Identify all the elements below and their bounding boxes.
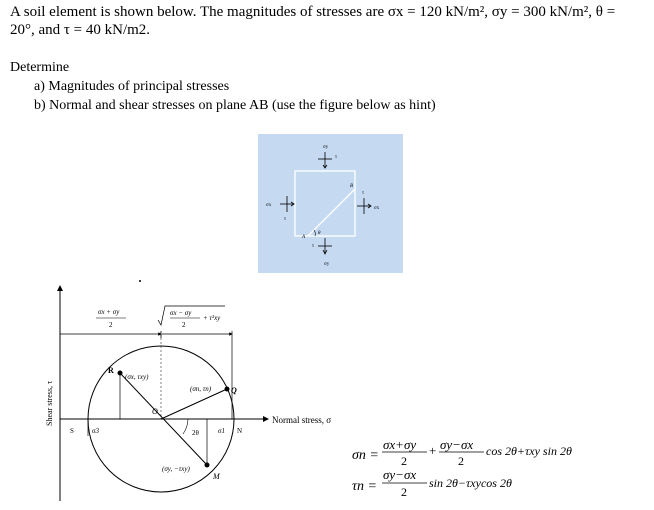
- point-q: [225, 387, 230, 392]
- point-m-coord: (σy, −τxy): [162, 465, 190, 473]
- sigma3-label: σ3: [92, 427, 99, 435]
- left-stress-arrows: [280, 196, 294, 212]
- point-r-label: R: [108, 366, 114, 375]
- element-square: [295, 171, 355, 236]
- right-stress-arrows: [357, 198, 371, 214]
- point-a-label: A: [302, 235, 306, 240]
- plane-ab-line: [308, 189, 355, 236]
- bottom-stress-label: σy: [324, 262, 330, 267]
- determine-heading: Determine: [10, 60, 70, 75]
- origin-label: O: [152, 407, 158, 416]
- angle-arc: [314, 230, 315, 236]
- soil-element-diagram: [258, 134, 403, 273]
- radius-label-numerator: σx − σy: [170, 309, 192, 317]
- left-shear-label: τ: [284, 217, 287, 222]
- point-s-label: S: [70, 427, 74, 435]
- left-stress-label: σx: [266, 203, 272, 208]
- tau-n-denominator: 2: [401, 485, 407, 499]
- stray-dot: [139, 280, 141, 282]
- bottom-stress-arrows: [318, 238, 332, 254]
- point-b-label: B: [350, 184, 354, 189]
- top-stress-label: σy: [323, 145, 329, 150]
- sigma1-label: σ1: [218, 427, 225, 435]
- center-label-numerator: σx + σy: [98, 308, 120, 316]
- sigma-n-denominator-1: 2: [401, 454, 407, 468]
- point-q-label: Q: [231, 386, 237, 395]
- shear-axis-label: Shear stress, τ: [45, 380, 54, 426]
- soil-element-figure: [258, 134, 403, 273]
- problem-statement-line-2: 20°, and τ = 40 kN/m2.: [10, 22, 151, 38]
- normal-axis-label: Normal stress, σ: [272, 415, 332, 425]
- radius-to-q: [161, 389, 227, 419]
- radius-label-tail: + τ²xy: [203, 314, 221, 322]
- radius-label-denominator: 2: [182, 321, 186, 329]
- point-q-coord: (σn, τn): [190, 385, 212, 393]
- tau-n-tail: sin 2θ−τxycos 2θ: [429, 476, 512, 490]
- task-item-a: a) Magnitudes of principal stresses: [34, 79, 230, 94]
- sigma-n-denominator-2: 2: [458, 454, 464, 468]
- right-shear-label: τ: [362, 191, 365, 196]
- tau-n-numerator: σy−σx: [383, 467, 417, 482]
- sigma-n-lhs: σn =: [352, 448, 379, 463]
- sigma-n-numerator-2: σy−σx: [440, 437, 474, 452]
- tau-n-lhs: τn =: [352, 479, 377, 494]
- sigma-n-numerator-1: σx+σy: [383, 437, 417, 452]
- sigma-n-plus: +: [429, 443, 437, 458]
- task-item-b: b) Normal and shear stresses on plane AB (use the figure below as hint): [34, 98, 436, 113]
- right-stress-label: σx: [374, 206, 380, 211]
- top-shear-label: τ: [335, 155, 338, 160]
- problem-statement-line-1: A soil element is shown below. The magnitudes of stresses are σx = 120 kN/m², σy = 300 kN/m², θ =: [10, 4, 616, 20]
- mohr-circle-diagram: [40, 276, 640, 505]
- point-m-label: M: [213, 472, 220, 481]
- point-r-coord: (σx, τxy): [125, 373, 149, 381]
- center-label-denominator: 2: [109, 321, 113, 329]
- top-stress-arrows: [318, 152, 332, 168]
- angle-label: θ: [318, 231, 321, 236]
- sigma-n-tail: cos 2θ+τxy sin 2θ: [486, 444, 572, 458]
- point-r: [118, 371, 123, 376]
- point-m: [205, 463, 210, 468]
- sigma-n-formula: [352, 437, 572, 468]
- tau-n-formula: [352, 467, 512, 499]
- point-n-label: N: [237, 427, 243, 435]
- angle-2theta-arc: [183, 419, 188, 434]
- mohr-circle-figure: [40, 276, 640, 505]
- angle-2theta-label: 2θ: [192, 429, 199, 437]
- bottom-shear-label: τ: [312, 244, 315, 249]
